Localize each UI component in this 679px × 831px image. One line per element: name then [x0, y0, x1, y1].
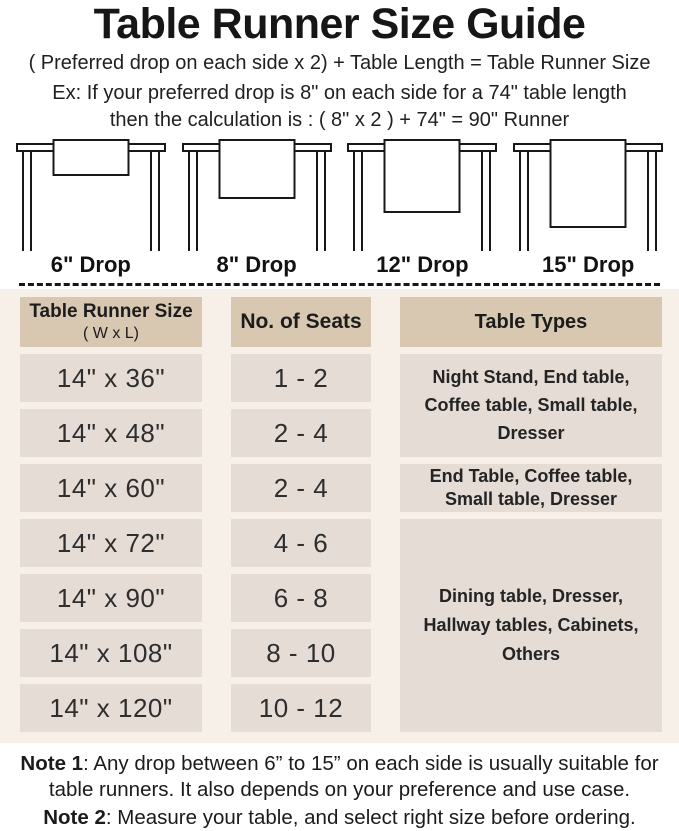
page-title: Table Runner Size Guide [93, 0, 586, 48]
note-1-text: : Any drop between 6” to 15” on each side is usually suitable for table runners. It also depends on your preference and use case. [48, 752, 659, 801]
column-header-table-types: Table Types [400, 297, 662, 347]
table-diagram-12in-drop [347, 139, 497, 251]
note-1 [4, 751, 675, 803]
column-header-seats: No. of Seats [231, 297, 371, 347]
runner-size-cell: 14" x 108" [20, 629, 202, 677]
example-line-1: Ex: If your preferred drop is 8" on each side for a 74" table length [52, 82, 627, 105]
column-header-runner-size [20, 297, 202, 347]
column-header-runner-size-subtitle: ( W x L) [83, 324, 139, 342]
example-line-2: then the calculation is : ( 8" x 2 ) + 74" = 90" Runner [109, 109, 570, 132]
column-header-runner-size-title: Table Runner Size [29, 301, 193, 323]
note-1-label: Note 1 [20, 752, 84, 776]
seats-cell: 2 - 4 [231, 409, 371, 457]
note-2-label: Note 2 [43, 805, 106, 829]
table-leg-right [647, 152, 657, 251]
seats-cell: 2 - 4 [231, 464, 371, 512]
table-diagram-8in-drop [182, 139, 332, 251]
dashed-divider [19, 283, 660, 286]
table-leg-right [150, 152, 160, 251]
drop-diagrams-row [0, 139, 679, 251]
runner-size-cell: 14" x 36" [20, 354, 202, 402]
formula-text: ( Preferred drop on each side x 2) + Table Length = Table Runner Size [28, 52, 651, 75]
table-types-cell-large-tables: Dining table, Dresser, Hallway tables, Cabinets, Others [400, 519, 662, 732]
table-types-cell-medium-tables: End Table, Coffee table, Small table, Dresser [400, 464, 662, 512]
note-2 [4, 805, 675, 831]
drop-label-12in: 12" Drop [376, 252, 469, 278]
runner-size-cell: 14" x 72" [20, 519, 202, 567]
runner-shape [218, 139, 295, 199]
drop-label-8in: 8" Drop [216, 252, 297, 278]
runner-shape [384, 139, 461, 213]
table-diagram-6in-drop [16, 139, 166, 251]
notes-section [0, 751, 679, 830]
size-table-panel [0, 289, 679, 743]
runner-size-cell: 14" x 60" [20, 464, 202, 512]
drop-label-15in: 15" Drop [542, 252, 635, 278]
seats-cell: 1 - 2 [231, 354, 371, 402]
table-diagram-15in-drop [513, 139, 663, 251]
table-leg-left [353, 152, 363, 251]
drop-label-6in: 6" Drop [50, 252, 131, 278]
drop-labels-row [0, 252, 679, 278]
seats-cell: 8 - 10 [231, 629, 371, 677]
table-leg-right [316, 152, 326, 251]
runner-shape [550, 139, 627, 228]
seats-cell: 10 - 12 [231, 684, 371, 732]
seats-cell: 4 - 6 [231, 519, 371, 567]
size-table [20, 297, 662, 732]
seats-cell: 6 - 8 [231, 574, 371, 622]
note-2-text: : Measure your table, and select right size before ordering. [105, 805, 636, 829]
runner-size-cell: 14" x 48" [20, 409, 202, 457]
table-types-cell-small-tables: Night Stand, End table, Coffee table, Small table, Dresser [400, 354, 662, 457]
runner-size-cell: 14" x 90" [20, 574, 202, 622]
runner-size-cell: 14" x 120" [20, 684, 202, 732]
table-leg-right [481, 152, 491, 251]
table-leg-left [188, 152, 198, 251]
runner-shape [52, 139, 129, 176]
table-leg-left [519, 152, 529, 251]
table-leg-left [22, 152, 32, 251]
